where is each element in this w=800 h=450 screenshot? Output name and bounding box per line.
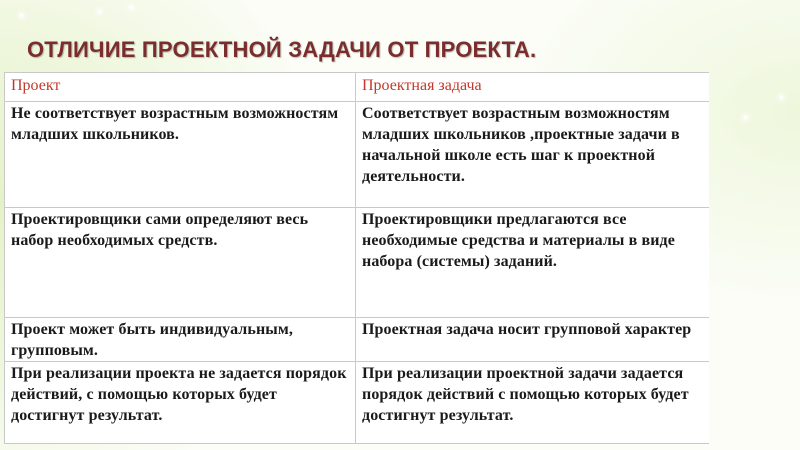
- sparkle-decoration: [744, 116, 747, 119]
- comparison-table-container: [4, 72, 709, 450]
- table-row: [5, 102, 710, 208]
- cell-project-task: Проектная задача носит групповой характер: [356, 318, 710, 362]
- sparkle-decoration: [130, 6, 133, 9]
- header-project-task: Проектная задача: [356, 73, 710, 102]
- cell-project: Проект может быть индивидуальным, групповым.: [5, 318, 356, 362]
- cell-project: При реализации проекта не задается порядок действий, с помощью которых будет достигнут результат.: [5, 362, 356, 444]
- cell-project-task: Проектировщики предлагаются все необходимые средства и материалы в виде набора (системы) заданий.: [356, 208, 710, 318]
- slide-title: ОТЛИЧИЕ ПРОЕКТНОЙ ЗАДАЧИ ОТ ПРОЕКТА.: [27, 37, 537, 62]
- table-row: [5, 318, 710, 362]
- sparkle-decoration: [98, 10, 101, 13]
- table-header-row: [5, 73, 710, 102]
- cell-project: Проектировщики сами определяют весь набор необходимых средств.: [5, 208, 356, 318]
- table-row: [5, 208, 710, 318]
- sparkle-decoration: [780, 96, 783, 99]
- cell-project: Не соответствует возрастным возможностям младших школьников.: [5, 102, 356, 208]
- table-row: [5, 362, 710, 444]
- header-project: Проект: [5, 73, 356, 102]
- comparison-table: [4, 72, 709, 444]
- cell-project-task: Соответствует возрастным возможностям младших школьников ,проектные задачи в начальной школе есть шаг к проектной деятельности.: [356, 102, 710, 208]
- sparkle-decoration: [20, 14, 23, 17]
- cell-project-task: При реализации проектной задачи задается порядок действий с помощью которых будет достигнут результат.: [356, 362, 710, 444]
